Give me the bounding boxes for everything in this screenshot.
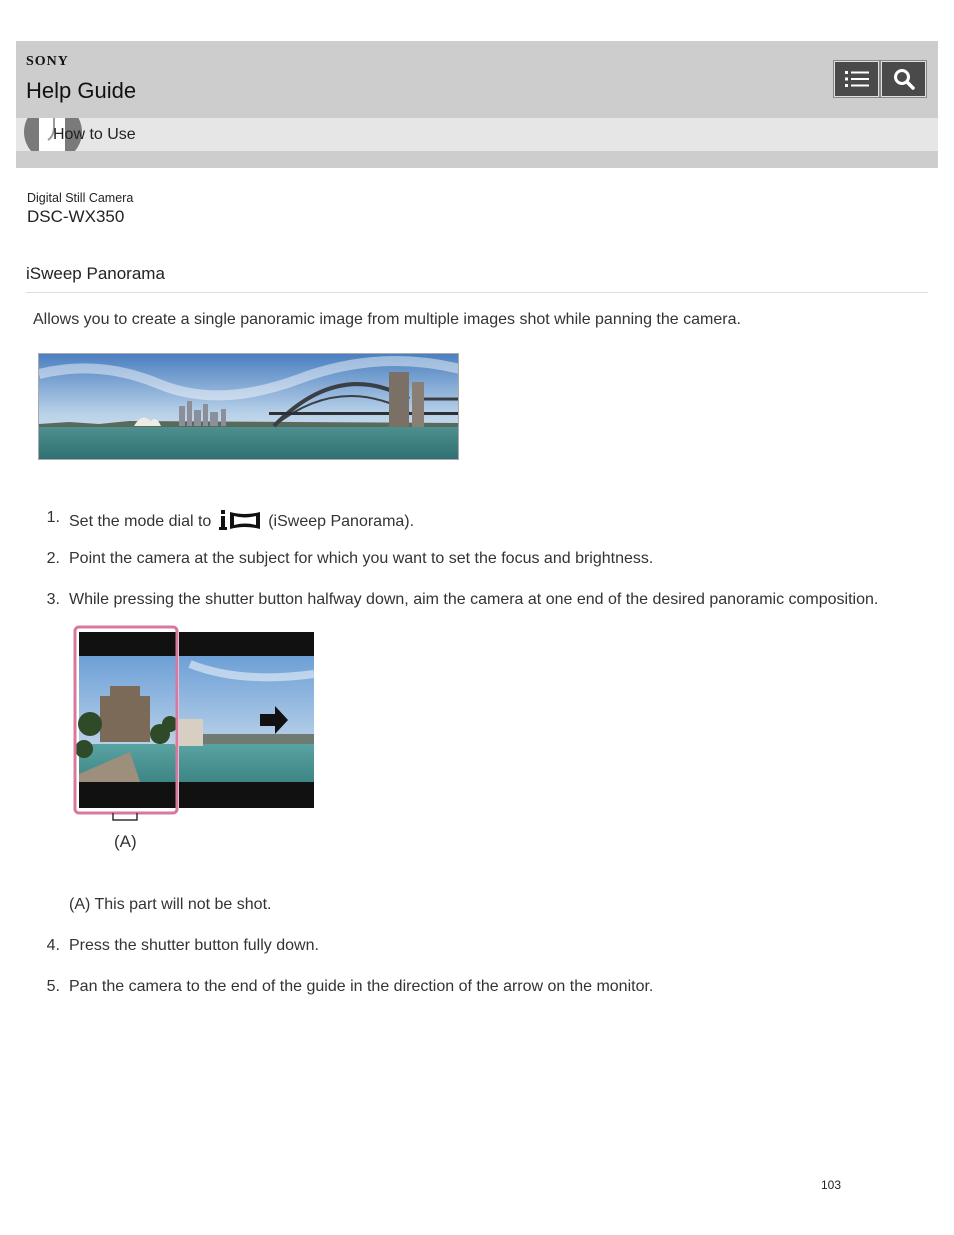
intro-text: Allows you to create a single panoramic image from multiple images shot while panning the camera. xyxy=(33,311,741,328)
monitor-guide-diagram xyxy=(70,624,320,856)
product-model: DSC-WX350 xyxy=(27,207,125,226)
list-icon xyxy=(844,69,870,89)
diagram-note: (A) This part will not be shot. xyxy=(69,896,272,913)
isweep-panorama-icon xyxy=(219,509,261,536)
title-divider xyxy=(26,292,928,293)
panorama-photo xyxy=(38,353,459,460)
step-number: 1. xyxy=(46,509,60,526)
help-guide-title[interactable]: Help Guide xyxy=(26,78,137,103)
table-of-contents-button[interactable] xyxy=(834,61,879,97)
step-number: 3. xyxy=(46,591,60,608)
page-header xyxy=(16,41,938,168)
step-text: While pressing the shutter button halfway down, aim the camera at one end of the desired panoramic composition. xyxy=(69,591,879,608)
step-number: 5. xyxy=(46,978,60,995)
product-type: Digital Still Camera xyxy=(27,191,134,205)
step-text-suffix: (iSweep Panorama). xyxy=(268,513,415,530)
step-text: Set the mode dial to xyxy=(69,513,212,530)
page-number: 103 xyxy=(821,1178,842,1192)
step-text: Point the camera at the subject for which you want to set the focus and brightness. xyxy=(69,550,654,567)
brand-logo: SONY xyxy=(26,54,69,69)
step-text: Pan the camera to the end of the guide in the direction of the arrow on the monitor. xyxy=(69,978,654,995)
search-icon xyxy=(892,67,916,91)
step-number: 4. xyxy=(46,937,60,954)
page-title: iSweep Panorama xyxy=(26,264,165,283)
section-link-how-to-use[interactable]: How to Use xyxy=(53,126,136,143)
step-number: 2. xyxy=(46,550,60,567)
section-bar xyxy=(16,118,938,151)
step-text: Press the shutter button fully down. xyxy=(69,937,319,954)
callout-label-a: (A) xyxy=(114,832,137,851)
search-button[interactable] xyxy=(881,61,926,97)
